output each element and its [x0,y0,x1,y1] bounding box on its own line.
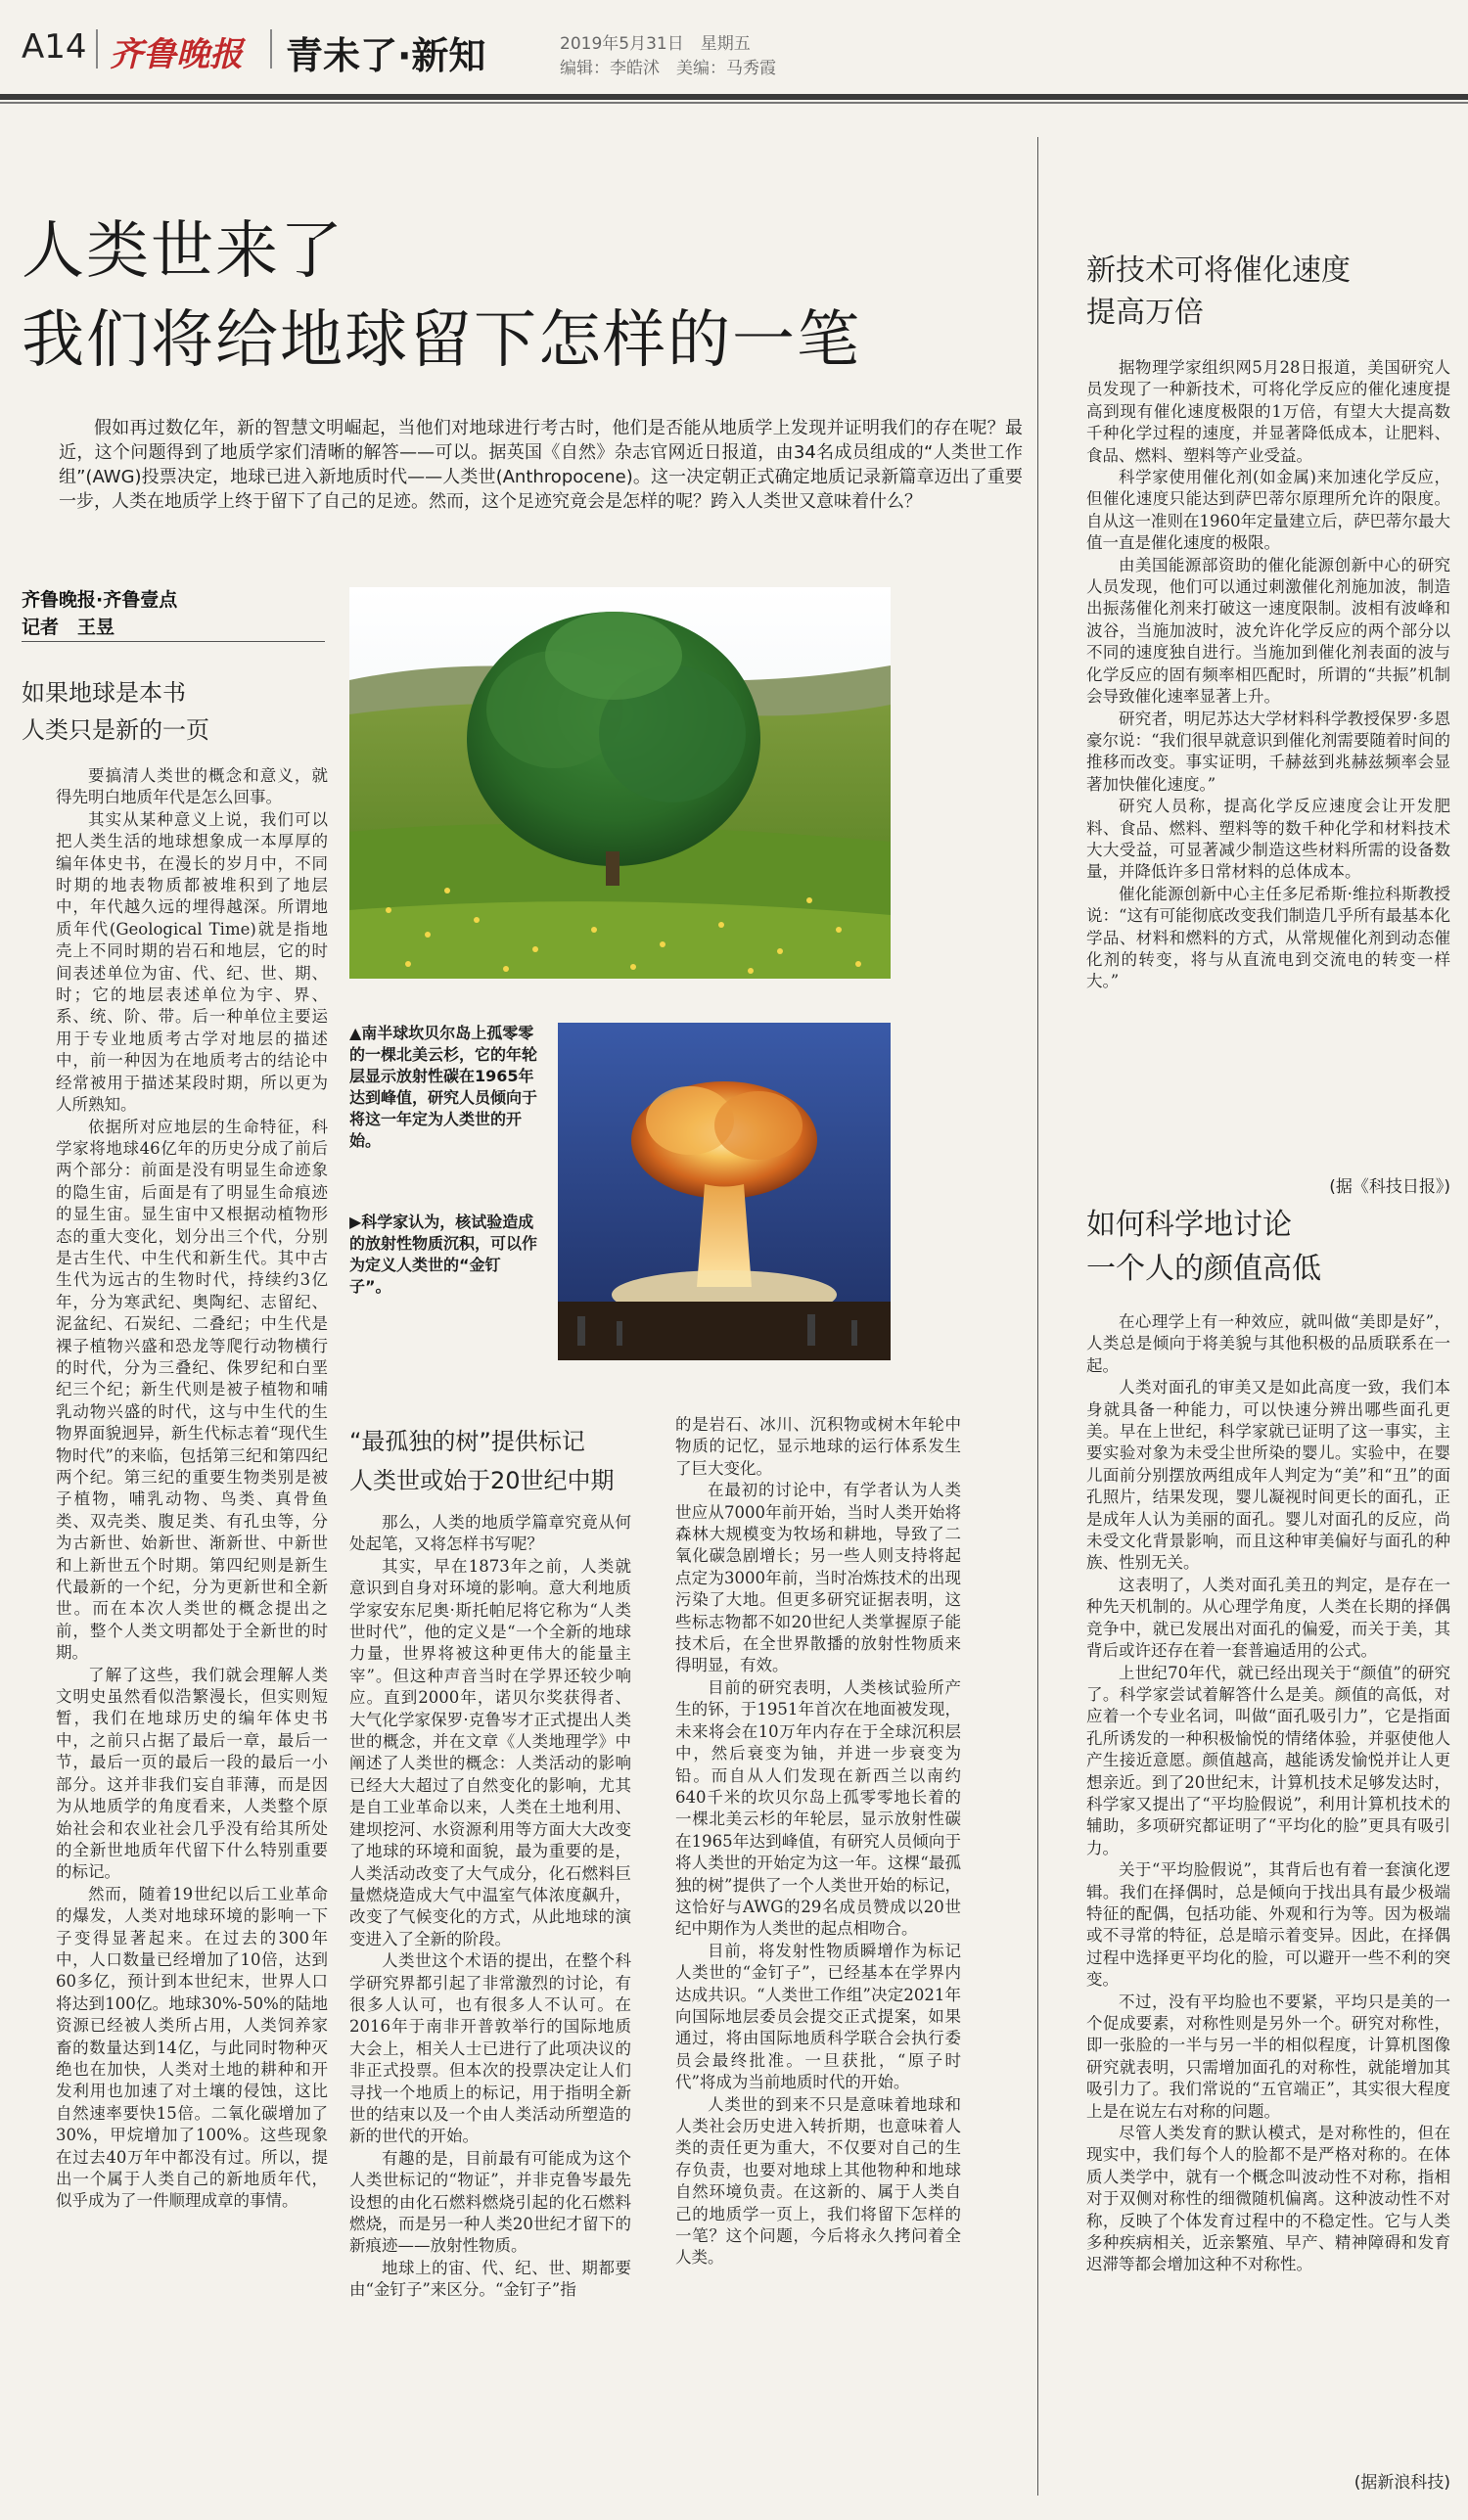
paragraph: 据物理学家组织网5月28日报道，美国研究人员发现了一种新技术，可将化学反应的催化速度提高到现有催化速度极限的1万倍，有望大大提高数千种化学过程的速度，并显著降低成本，让肥料、食品、燃料、塑料等产业受益。 [1086,358,1450,465]
caption-text: ▶科学家认为，核试验造成的放射性物质沉积，可以作为定义人类世的“金钉子”。 [349,1213,538,1296]
byline-reporter: 记者 王昱 [22,617,115,638]
paragraph: 然而，随着19世纪以后工业革命的爆发，人类对地球环境的影响一下子变得显著起来。在过去的300年中，人口数量已经增加了10倍，达到60多亿，预计到本世纪末，世界人口将达到100亿。地球30%-50%的陆地资源已经被人类所占用，人类饲养家畜的数量达到14亿，与此同时物种灭绝也在加快，人类对土地的耕种和开发利用也加速了对土壤的侵蚀，这比自然速率要快15倍。二氧化碳增加了30%，甲烷增加了100%。这些现象在过去40万年中都没有过。所以，提出一个属于人类自己的新地质年代，似乎成为了一件顺理成章的事情。 [56,1884,328,2211]
section1-title-line2: 人类只是新的一页 [22,716,209,744]
byline-rule [22,641,325,642]
section2-body-b [675,1414,961,2500]
paragraph: 地球上的宙、代、纪、世、期都要由“金钉子”来区分。“金钉子”指 [349,2258,631,2300]
editor-credits: 编辑：李皓沭 美编：马秀霞 [560,59,776,78]
paragraph: 尽管人类发育的默认模式，是对称性的，但在现实中，我们每个人的脸都不是严格对称的。在体质人类学中，就有一个概念叫波动性不对称，指相对于双侧对称性的细微随机偏离。这种波动性不对称，反映了个体发育过程中的不稳定性。它与人类多种疾病相关，近亲繁殖、早产、精神障碍和发育迟滞等都会增加这种不对称性。 [1086,2124,1450,2274]
sidebar1-body [1086,357,1450,1165]
tree-photo-art [349,587,891,979]
byline-outlet: 齐鲁晚报·齐鲁壹点 [22,589,178,611]
sidebar2-source: (据新浪科技) [1353,2473,1450,2493]
paragraph: 人类世这个术语的提出，在整个科学研究界都引起了非常激烈的讨论，有很多人认可，也有很多人不认可。在2016年于南非开普敦举行的国际地质大会上，相关人士已进行了此项决议的非正式投票。但本次的投票决定让人们寻找一个地质上的标记，用于指明全新世的结束以及一个由人类活动所塑造的新的世代的开始。 [349,1951,631,2146]
paragraph: 了解了这些，我们就会理解人类文明史虽然看似浩繁漫长，但实则短暂，我们在地球历史的编年体史书中，之前只占据了最后一章，最后一节，最后一页的最后一段的最后一小部分。这并非我们妄自菲薄，而是因为从地质学的角度看来，人类整个原始社会和农业社会几乎没有给其所处的全新世地质年代留下什么特别重要的标记。 [56,1665,328,1882]
sidebar1-title-line1: 新技术可将催化速度 [1086,253,1351,288]
nuclear-test-photo [558,1023,891,1360]
paragraph: 关于“平均脸假说”，其背后也有着一套演化逻辑。我们在择偶时，总是倾向于找出具有最少极端特征的配偶，包括功能、外观和行为等。因为极端或不寻常的特征，总是暗示着变异。因此，在择偶过程中选择更平均化的脸，可以避开一些不利的突变。 [1086,1860,1450,1990]
paragraph: 人类对面孔的审美又是如此高度一致，我们本身就具备一种能力，可以快速分辨出哪些面孔更美。早在上世纪，科学家就已证明了这一事实，主要实验对象为未受尘世所染的婴儿。实验中，在婴儿面前分别摆放两组成年人判定为“美”和“丑”的面孔照片，结果发现，婴儿凝视时间更长的面孔，正是成年人认为美丽的面孔。婴儿对面孔的反应，尚未受文化背景影响，而且这种审美偏好与面孔的种族、性别无关。 [1086,1378,1450,1573]
paragraph: 其实，早在1873年之前，人类就意识到自身对环境的影响。意大利地质学家安东尼奥·斯托帕尼将它称为“人类世时代”，他的定义是“一个全新的地球力量，世界将被这种更伟大的能量主宰”。但这种声音当时在学界还较少响应。直到2000年，诺贝尔奖获得者、大气化学家保罗·克鲁岑才正式提出人类世的概念，并在文章《人类地理学》中阐述了人类世的概念：人类活动的影响已经大大超过了自然变化的影响，尤其是自工业革命以来，人类在土地利用、建坝挖河、水资源利用等方面大大改变了地球的环境和面貌，最为重要的是，人类活动改变了大气成分，化石燃料巨量燃烧造成大气中温室气体浓度飙升，改变了气候变化的方式，从此地球的演变进入了全新的阶段。 [349,1556,631,1948]
issue-date: 2019年5月31日 星期五 [560,34,751,54]
paragraph: 由美国能源部资助的催化能源创新中心的研究人员发现，他们可以通过刺激催化剂施加波，制造出振荡催化剂来打破这一速度限制。波相有波峰和波谷，当施加波时，波允许化学反应的两个部分以不同的速度独自进行。当施加到催化剂表面的波与化学反应的固有频率相匹配时，所谓的“共振”机制会导致催化速率显著上升。 [1086,555,1450,707]
headline-line2: 我们将给地球留下怎样的一笔 [22,304,861,377]
paragraph: 人类世的到来不只是意味着地球和人类社会历史进入转折期，也意味着人类的责任更为重大，不仅要对自己的生存负责，也要对地球上其他物种和地球自然环境负责。在这新的、属于人类自己的地质学一页上，我们将留下怎样的一笔？这个问题，今后将永久拷问着全人类。 [675,2094,961,2268]
paragraph: 上世纪70年代，就已经出现关于“颜值”的研究了。科学家尝试着解答什么是美。颜值的高低，对应着一个专业名词，叫做“面孔吸引力”，它是指面孔所诱发的一种积极愉悦的情绪体验，并驱使他人产生接近意愿。颜值越高，越能诱发愉悦并让人更想亲近。到了20世纪末，计算机技术足够发达时，科学家又提出了“平均脸假说”，利用计算机技术的辅助，多项研究都证明了“平均化的脸”更具有吸引力。 [1086,1663,1450,1857]
tree-photo [349,587,891,979]
headline-line1: 人类世来了 [22,215,344,288]
sidebar1-title-line2: 提高万倍 [1086,296,1204,330]
masthead-rule [0,94,1468,100]
masthead-rule-thin [0,102,1468,104]
paragraph: 在心理学上有一种效应，就叫做“美即是好”，人类总是倾向于将美貌与其他积极的品质联系在一起。 [1086,1312,1450,1375]
paragraph: 这表明了，人类对面孔美丑的判定，是存在一种先天机制的。从心理学角度，人类在长期的择偶竞争中，就已发展出对面孔的偏爱，而关于美，其背后或许还存在着一套普遍适用的公式。 [1086,1575,1450,1661]
bomb-photo-caption [349,1212,541,1298]
paragraph: 目前的研究表明，人类核试验所产生的钚，于1951年首次在地面被发现，未来将会在10万年内存在于全球沉积层中，然后衰变为铀，并进一步衰变为铅。而自从人们发现在新西兰以南约640千米的坎贝尔岛上孤零零地长着的一棵北美云杉的年轮层，显示放射性碳在1965年达到峰值，有研究人员倾向于将人类世的开始定为这一年。这棵“最孤独的树”提供了一个人类世开始的标记，这恰好与AWG的29名成员赞成以20世纪中期作为人类世的起点相吻合。 [675,1677,961,1939]
sidebar1-source: (据《科技日报》) [1329,1177,1450,1197]
paragraph: 的是岩石、冰川、沉积物或树木年轮中物质的记忆，显示地球的运行体系发生了巨大变化。 [675,1415,961,1478]
masthead-divider [96,29,98,69]
sidebar2-title-line1: 如何科学地讨论 [1086,1208,1292,1242]
masthead-divider [270,29,272,69]
section-title: 青未了·新知 [286,34,486,77]
tree-photo-caption [349,1023,541,1152]
caption-text: ▲南半球坎贝尔岛上孤零零的一棵北美云杉，它的年轮层显示放射性碳在1965年达到峰值，研究人员倾向于将这一年定为人类世的开始。 [349,1024,538,1150]
section1-title-line1: 如果地球是本书 [22,679,186,707]
paragraph: 催化能源创新中心主任多尼希斯·维拉科斯教授说：“这有可能彻底改变我们制造几乎所有最基本化学品、材料和燃料的方式，从常规催化剂到动态催化剂的转变，将与从直流电到交流电的转变一样大。” [1086,884,1450,991]
paragraph: 研究人员称，提高化学反应速度会让开发肥料、食品、燃料、塑料等的数千种化学和材料技术大大受益，可显著减少制造这些材料所需的设备数量，并降低许多日常材料的总体成本。 [1086,797,1450,882]
paragraph: 目前，将发射性物质瞬增作为标记人类世的“金钉子”，已经基本在学界内达成共识。“人类世工作组”决定2021年向国际地层委员会提交正式提案，如果通过，将由国际地质科学联合会执行委员会最终批准。一旦获批，“原子时代”将成为当前地质时代的开始。 [675,1941,961,2092]
paragraph: 在最初的讨论中，有学者认为人类世应从7000年前开始，当时人类开始将森林大规模变为牧场和耕地，导致了二氧化碳急剧增长；另一些人则支持将起点定为3000年前，当时冶炼技术的出现污染了大地。但更多研究证据表明，这些标志物都不如20世纪人类掌握原子能技术后，在全世界散播的放射性物质来得明显，有效。 [675,1481,961,1675]
sidebar2-title-line2: 一个人的颜值高低 [1086,1252,1321,1286]
section2-title-line2: 人类世或始于20世纪中期 [349,1467,615,1494]
article-lead: 假如再过数亿年，新的智慧文明崛起，当他们对地球进行考古时，他们是否能从地质学上发现并证明我们的存在呢？最近，这个问题得到了地质学家们清晰的解答——可以。据英国《自然》杂志官网近日报道，由34名成员组成的“人类世工作组”(AWG)投票决定，地球已进入新地质时代——人类世(Anthropocene)。这一决定朝正式确定地质记录新篇章迈出了重要一步，人类在地质学上终于留下了自己的足迹。然而，这个足迹究竟会是怎样的呢？跨入人类世又意味着什么？ [59,418,1023,512]
column-divider [1037,137,1038,2496]
paragraph: 依据所对应地层的生命特征，科学家将地球46亿年的历史分成了前后两个部分：前面是没有明显生命迹象的隐生宙，后面是有了明显生命痕迹的显生宙。显生宙中又根据动植物形态的重大变化，划分出三个代，分别是古生代、中生代和新生代。其中古生代为远古的生物时代，持续约3亿年，分为寒武纪、奥陶纪、志留纪、泥盆纪、石炭纪、二叠纪；中生代是裸子植物兴盛和恐龙等爬行动物横行的时代，分为三叠纪、侏罗纪和白垩纪三个纪；新生代则是被子植物和哺乳动物兴盛的时代，这与中生代的生物界面貌迥异，新生代标志着“现代生物时代”的来临，包括第三纪和第四纪两个纪。第三纪的重要生物类别是被子植物，哺乳动物、鸟类、真骨鱼类、双壳类、腹足类、有孔虫等，分为古新世、始新世、渐新世、中新世和上新世五个时期。第四纪则是新生代最新的一个纪，分为更新世和全新世。而在本次人类世的概念提出之前，整个人类文明都处于全新世的时期。 [56,1117,328,1663]
paragraph: 不过，没有平均脸也不要紧，平均只是美的一个促成要素，对称性则是另外一个。研究对称性，即一张脸的一半与另一半的相似程度，计算机图像研究就表明，只需增加面孔的对称性，就能增加其吸引力了。我们常说的“五官端正”，其实很大程度上是在说左右对称的问题。 [1086,1992,1450,2121]
paragraph: 研究者，明尼苏达大学材料科学教授保罗·多恩豪尔说：“我们很早就意识到催化剂需要随着时间的推移而改变。事实证明，千赫兹到兆赫兹频率会显著加快催化速度。” [1086,709,1450,794]
paragraph: 那么，人类的地质学篇章究竟从何处起笔，又将怎样书写呢？ [349,1513,631,1554]
sidebar2-body [1086,1311,1450,2456]
section2-title-line1: “最孤独的树”提供标记 [349,1428,585,1455]
paragraph: 有趣的是，目前最有可能成为这个人类世标记的“物证”，并非克鲁岑最先设想的由化石燃料燃烧引起的化石燃料燃烧，而是另一种人类20世纪才留下的新痕迹——放射性物质。 [349,2148,631,2256]
section2-body-a [349,1512,631,2496]
section1-body [56,765,328,2497]
page-code: A14 [22,27,87,67]
brand-logo: 齐鲁晚报 [110,35,243,74]
paragraph: 科学家使用催化剂(如金属)来加速化学反应，但催化速度只能达到萨巴蒂尔原理所允许的限度。自从这一准则在1960年定量建立后，萨巴蒂尔最大值一直是催化速度的极限。 [1086,468,1450,553]
paragraph: 要搞清人类世的概念和意义，就得先明白地质年代是怎么回事。 [56,766,328,807]
paragraph: 其实从某种意义上说，我们可以把人类生活的地球想象成一本厚厚的编年体史书，在漫长的岁月中，不同时期的地表物质都被堆积到了地层中，年代越久远的埋得越深。所谓地质年代(Geological Time)就是指地壳上不同时期的岩石和地层，它的时间表述单位为宙、代、纪、世、期、时；它的地层表述单位为宇、界、系、统、阶、带。后一种单位主要运用于专业地质考古学对地层的描述中，前一种因为在地质考古的结论中经常被用于描述某段时期，所以更为人所熟知。 [56,809,328,1115]
nuclear-test-photo-art [558,1023,891,1360]
